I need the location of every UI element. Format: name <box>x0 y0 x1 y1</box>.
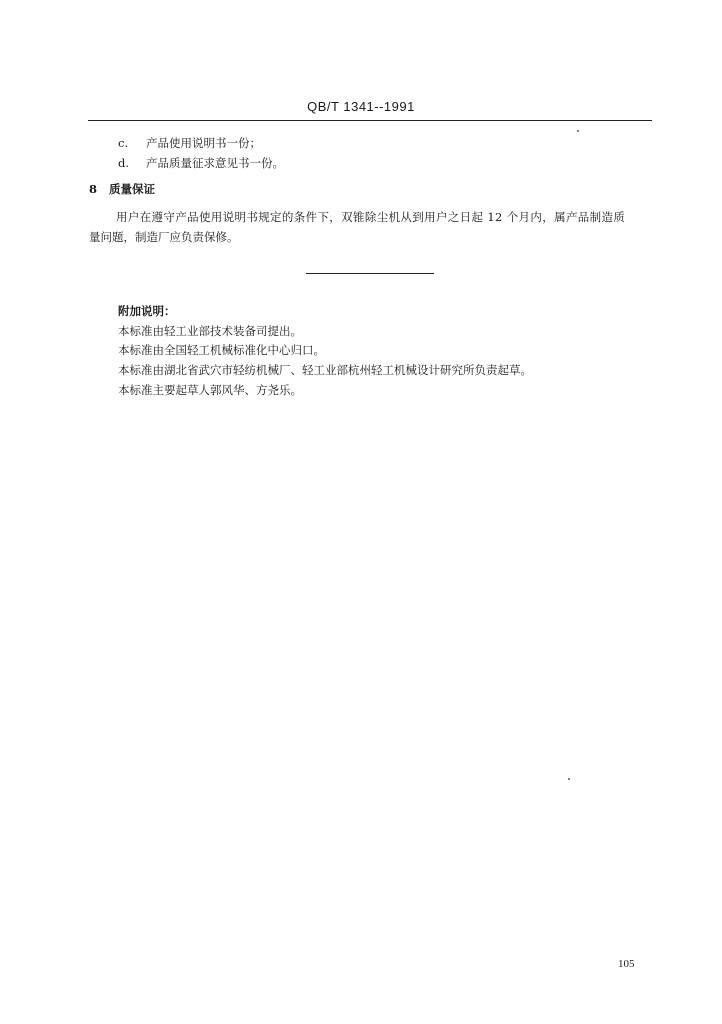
section-number: 8 <box>89 182 98 196</box>
header-rule <box>88 120 652 121</box>
list-item-c <box>118 136 261 150</box>
list-marker: c. <box>118 136 129 150</box>
notes-line: 本标准主要起草人郭风华、方尧乐。 <box>118 383 302 397</box>
section-8-paragraph-line-2: 量问题，制造厂应负责保修。 <box>89 230 239 244</box>
scan-speck <box>577 130 579 132</box>
section-8-paragraph-line-1: 用户在遵守产品使用说明书规定的条件下，双锥除尘机从到用户之日起 12 个月内，属产品制造质 <box>116 210 626 224</box>
list-item-d <box>118 156 284 170</box>
page-number: 105 <box>618 958 635 970</box>
list-marker: d. <box>118 156 130 170</box>
notes-line: 本标准由全国轻工机械标准化中心归口。 <box>118 343 325 357</box>
end-of-standard-rule <box>306 273 434 274</box>
scan-speck <box>568 778 570 780</box>
notes-line: 本标准由轻工业部技术装备司提出。 <box>118 324 302 338</box>
list-item-text: 产品使用说明书一份； <box>146 136 261 150</box>
notes-line: 本标准由湖北省武穴市轻纺机械厂、轻工业部杭州轻工机械设计研究所负责起草。 <box>118 363 532 377</box>
notes-title: 附加说明： <box>118 304 176 318</box>
list-item-text: 产品质量征求意见书一份。 <box>146 156 284 170</box>
standard-code-header: QB/T 1341--1991 <box>307 99 415 114</box>
section-title: 质量保证 <box>109 182 155 196</box>
section-8-heading <box>89 182 155 196</box>
